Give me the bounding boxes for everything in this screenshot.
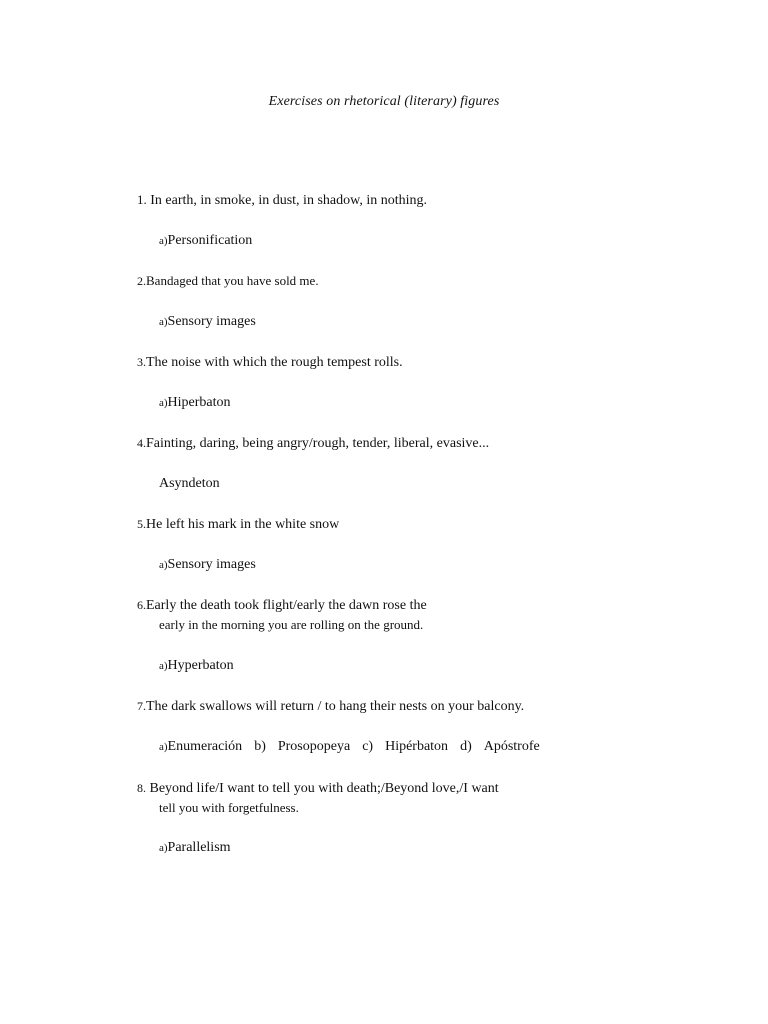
option-label: Prosopopeya [277, 739, 351, 754]
question-6-continuation: early in the morning you are rolling on the ground. [159, 617, 424, 632]
answer-text: Sensory images [167, 314, 256, 329]
answer-text: Asyndeton [159, 476, 220, 491]
question-2 [137, 273, 319, 289]
answer-1 [159, 233, 252, 249]
question-number: 6. [137, 598, 146, 612]
answer-3 [159, 395, 231, 411]
question-number: 4. [137, 436, 146, 450]
answer-letter: a) [159, 660, 168, 672]
answer-letter: a) [159, 316, 168, 328]
answer-6 [159, 658, 234, 674]
answer-text: Sensory images [167, 557, 256, 572]
answer-4 [159, 476, 220, 492]
answer-text: Parallelism [167, 840, 231, 855]
option-a [159, 739, 242, 755]
question-number: 1. [137, 192, 147, 207]
answer-text: Hiperbaton [167, 395, 231, 410]
question-number: 7. [137, 699, 146, 713]
option-letter: c) [362, 739, 374, 754]
question-text: Fainting, daring, being angry/rough, tender, liberal, evasive... [146, 436, 490, 451]
question-number: 5. [137, 517, 146, 531]
question-number: 2. [137, 274, 146, 288]
page-title: Exercises on rhetorical (literary) figures [268, 94, 500, 109]
option-label: Apóstrofe [483, 739, 540, 754]
answer-text: Hyperbaton [167, 658, 234, 673]
question-number: 8. [137, 781, 146, 795]
question-number: 3. [137, 355, 146, 369]
question-7 [137, 698, 524, 715]
option-c [362, 739, 448, 755]
answer-2 [159, 314, 256, 330]
answer-letter: a) [159, 559, 168, 571]
answer-text: Personification [167, 233, 253, 248]
option-letter: a) [159, 741, 168, 753]
question-text: He left his mark in the white snow [146, 517, 340, 532]
question-text: The noise with which the rough tempest rolls. [146, 355, 403, 370]
option-label: Enumeración [167, 739, 243, 754]
question-text: Beyond life/I want to tell you with death;/Beyond love,/I want [146, 781, 499, 796]
question-text: In earth, in smoke, in dust, in shadow, in nothing. [146, 193, 427, 208]
question-text: Early the death took flight/early the dawn rose the [146, 598, 427, 613]
question-text: The dark swallows will return / to hang their nests on your balcony. [146, 699, 525, 714]
question-6 [137, 597, 427, 614]
question-3 [137, 354, 403, 371]
question-text: Bandaged that you have sold me. [146, 273, 319, 288]
question-8-continuation: tell you with forgetfulness. [159, 800, 299, 815]
answer-7-options [159, 739, 540, 755]
answer-letter: a) [159, 235, 168, 247]
answer-letter: a) [159, 842, 168, 854]
question-8 [137, 780, 499, 797]
option-d [460, 739, 540, 755]
option-letter: b) [254, 739, 266, 754]
question-5 [137, 516, 339, 533]
question-1 [137, 192, 427, 209]
answer-letter: a) [159, 397, 168, 409]
option-label: Hipérbaton [385, 739, 449, 754]
option-b [254, 739, 350, 755]
answer-5 [159, 557, 256, 573]
answer-8 [159, 840, 231, 856]
question-4 [137, 435, 489, 452]
option-letter: d) [460, 739, 472, 754]
